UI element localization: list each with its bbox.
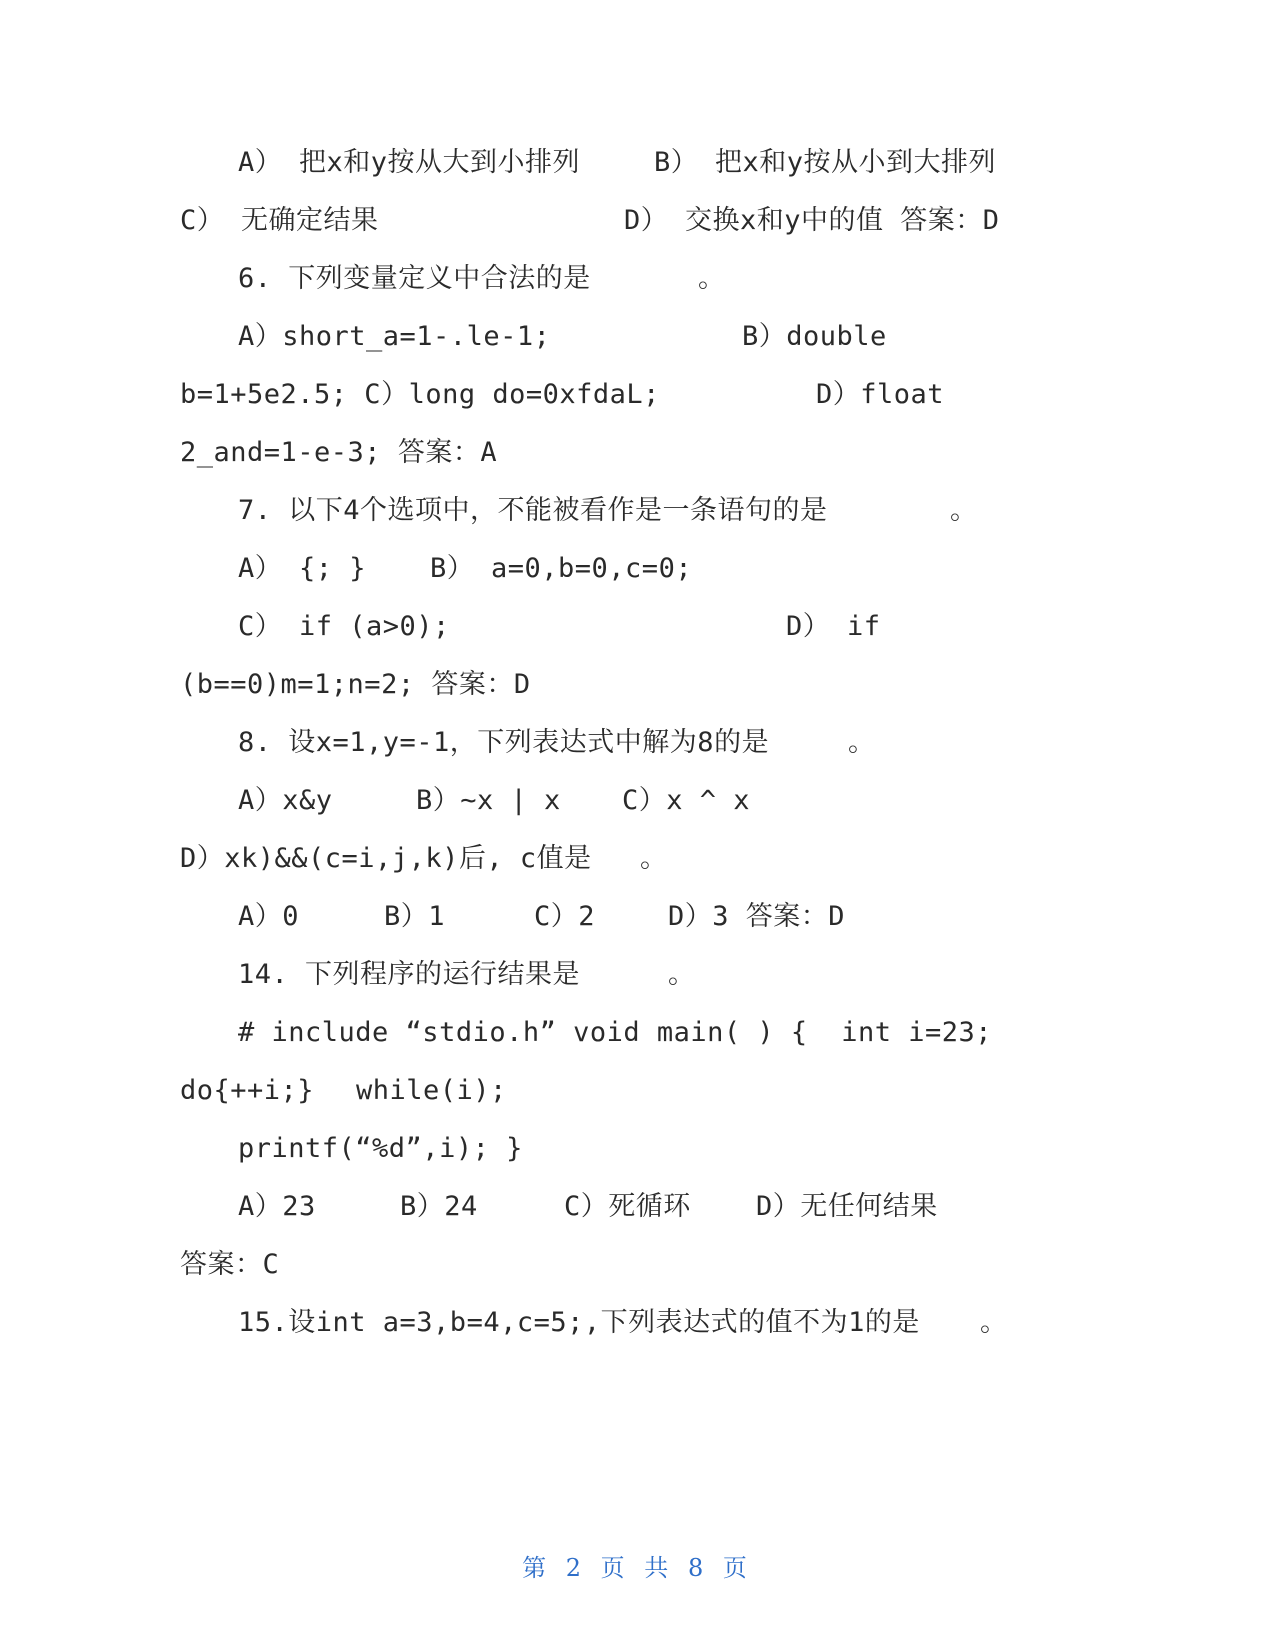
q7-answer: (b==0)m=1;n=2; 答案：D bbox=[180, 669, 531, 700]
code-line-3: printf(“%d”,i); } bbox=[238, 1133, 523, 1164]
question-6-blank-end: 。 bbox=[698, 263, 726, 294]
cvalue-option-c: C）2 bbox=[534, 901, 596, 932]
question-14-blank-end: 。 bbox=[668, 959, 696, 990]
q6-option-d: D）float bbox=[816, 379, 945, 410]
q7-option-a: A） {; } bbox=[238, 553, 367, 584]
question-7: 7. 以下4个选项中，不能被看作是一条语句的是 bbox=[238, 495, 828, 526]
q6-option-a: A）short_a=1-.le-1; bbox=[238, 321, 551, 352]
q14-option-c: C）死循环 bbox=[564, 1191, 691, 1222]
footer-total-pages: 8 bbox=[687, 1554, 710, 1582]
page-footer bbox=[0, 1548, 1275, 1583]
question-7-blank-end: 。 bbox=[950, 495, 978, 526]
question-14: 14. 下列程序的运行结果是 bbox=[238, 959, 581, 990]
footer-suffix: 页 bbox=[722, 1554, 753, 1582]
code-line-2a: do{++i;} bbox=[180, 1075, 315, 1106]
cvalue-option-b: B）1 bbox=[384, 901, 446, 932]
q6-answer: 2_and=1-e-3; 答案：A bbox=[180, 437, 498, 468]
question-6: 6. 下列变量定义中合法的是 bbox=[238, 263, 591, 294]
question-8-blank-end: 。 bbox=[848, 727, 876, 758]
q14-option-b: B）24 bbox=[400, 1191, 478, 1222]
option-b-line: B） 把x和y按从小到大排列 bbox=[654, 147, 997, 178]
option-d-answer-line: D） 交换x和y中的值 答案：D bbox=[624, 205, 1000, 236]
question-8: 8. 设x=1,y=-1，下列表达式中解为8的是 bbox=[238, 727, 770, 758]
cvalue-blank-end: 。 bbox=[640, 843, 668, 874]
option-c-line: C） 无确定结果 bbox=[180, 205, 379, 236]
question-15-blank-end: 。 bbox=[980, 1307, 1008, 1338]
q-option-d-cvalue: D）xk)&&(c=i,j,k)后, c值是 bbox=[180, 843, 592, 874]
q8-option-a: A）x&y bbox=[238, 785, 333, 816]
cvalue-option-a: A）0 bbox=[238, 901, 300, 932]
q14-option-d: D）无任何结果 bbox=[756, 1191, 938, 1222]
q8-option-c: C）x ^ x bbox=[622, 785, 751, 816]
code-line-1: # include “stdio.h” void main( ) { int i=23; bbox=[238, 1017, 992, 1048]
q6-option-b-c: b=1+5e2.5; C）long do=0xfdaL; bbox=[180, 379, 660, 410]
code-line-2b: while(i); bbox=[356, 1075, 507, 1106]
footer-middle: 页 共 bbox=[600, 1554, 675, 1582]
cvalue-option-d-answer: D）3 答案：D bbox=[668, 901, 846, 932]
q6-option-b: B）double bbox=[742, 321, 887, 352]
footer-prefix: 第 bbox=[522, 1554, 553, 1582]
footer-page-number: 2 bbox=[565, 1554, 588, 1582]
option-a-line: A） 把x和y按从大到小排列 bbox=[238, 147, 581, 178]
q14-option-a: A）23 bbox=[238, 1191, 316, 1222]
q8-option-b: B）~x | x bbox=[416, 785, 561, 816]
q7-option-d: D） if bbox=[786, 611, 881, 642]
q7-option-c: C） if (a>0); bbox=[238, 611, 450, 642]
q7-option-b: B） a=0,b=0,c=0; bbox=[430, 553, 693, 584]
q14-answer: 答案：C bbox=[180, 1249, 280, 1280]
question-15: 15.设int a=3,b=4,c=5;,下列表达式的值不为1的是 bbox=[238, 1307, 920, 1338]
